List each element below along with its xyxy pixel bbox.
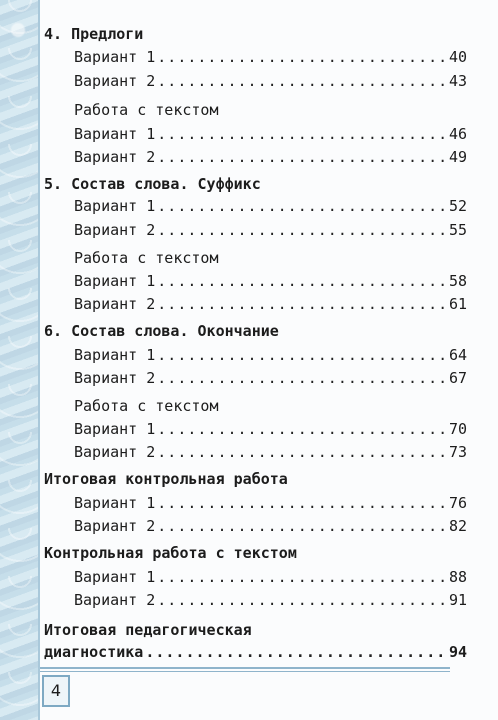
entry-label: Вариант 1 — [74, 272, 156, 290]
entry-label: Вариант 1 — [74, 48, 156, 66]
entry-label: Вариант 2 — [74, 517, 156, 535]
toc-entry[interactable] — [74, 295, 467, 313]
dot-leader — [157, 568, 447, 586]
entry-page: 91 — [448, 591, 467, 609]
dot-leader — [157, 517, 447, 535]
toc-entry[interactable] — [74, 148, 467, 166]
entry-label: Вариант 1 — [74, 420, 156, 438]
toc-entry-final[interactable] — [44, 643, 467, 661]
dot-leader — [157, 72, 447, 90]
toc-entry[interactable] — [74, 494, 467, 512]
dot-leader — [157, 494, 447, 512]
entry-page: 76 — [448, 494, 467, 512]
toc-entry[interactable] — [74, 197, 467, 215]
toc-entry[interactable] — [74, 591, 467, 609]
entry-label: Вариант 1 — [74, 197, 156, 215]
dot-leader — [157, 148, 447, 166]
toc-entry[interactable] — [74, 272, 467, 290]
dot-leader — [157, 346, 447, 364]
dot-leader — [157, 591, 447, 609]
divider — [40, 671, 450, 672]
entry-page: 40 — [448, 48, 467, 66]
page-number: 4 — [42, 675, 70, 707]
entry-label: Вариант 1 — [74, 346, 156, 364]
entry-page: 43 — [448, 72, 467, 90]
section-title: Итоговая контрольная работа — [44, 470, 288, 488]
entry-page: 73 — [448, 443, 467, 461]
section-title: 4. Предлоги — [44, 25, 144, 43]
dot-leader — [157, 197, 447, 215]
subsection-title: Работа с текстом — [74, 101, 219, 119]
toc-entry[interactable] — [74, 420, 467, 438]
dot-leader — [157, 272, 447, 290]
dot-leader — [157, 125, 447, 143]
entry-label: Вариант 2 — [74, 148, 156, 166]
entry-page: 52 — [448, 197, 467, 215]
entry-label: Вариант 2 — [74, 295, 156, 313]
divider — [40, 667, 450, 669]
dot-leader — [157, 369, 447, 387]
decorative-border — [0, 0, 40, 720]
entry-page: 46 — [448, 125, 467, 143]
dot-leader — [157, 420, 447, 438]
entry-page: 61 — [448, 295, 467, 313]
dot-leader — [157, 221, 447, 239]
entry-page: 70 — [448, 420, 467, 438]
entry-label: Вариант 2 — [74, 591, 156, 609]
entry-page: 82 — [448, 517, 467, 535]
entry-label: диагностика — [44, 643, 144, 661]
entry-label: Вариант 2 — [74, 369, 156, 387]
toc-entry[interactable] — [74, 346, 467, 364]
toc-entry[interactable] — [74, 221, 467, 239]
subsection-title: Работа с текстом — [74, 249, 219, 267]
toc-entry[interactable] — [74, 568, 467, 586]
entry-label: Вариант 2 — [74, 221, 156, 239]
toc-entry[interactable] — [74, 48, 467, 66]
toc-entry[interactable] — [74, 125, 467, 143]
toc-entry[interactable] — [74, 369, 467, 387]
section-title: 5. Состав слова. Суффикс — [44, 175, 261, 193]
entry-label: Вариант 2 — [74, 72, 156, 90]
entry-label: Вариант 2 — [74, 443, 156, 461]
entry-page: 49 — [448, 148, 467, 166]
toc-entry[interactable] — [74, 517, 467, 535]
entry-label: Вариант 1 — [74, 494, 156, 512]
entry-page: 67 — [448, 369, 467, 387]
border-line — [38, 0, 40, 720]
subsection-title: Работа с текстом — [74, 397, 219, 415]
dot-leader — [157, 48, 447, 66]
toc-entry[interactable] — [74, 72, 467, 90]
dot-leader — [157, 295, 447, 313]
entry-page: 55 — [448, 221, 467, 239]
dot-leader — [145, 643, 447, 661]
toc-entry[interactable] — [74, 443, 467, 461]
entry-page: 64 — [448, 346, 467, 364]
final-title-line1: Итоговая педагогическая — [44, 621, 252, 639]
entry-label: Вариант 1 — [74, 568, 156, 586]
section-title: Контрольная работа с текстом — [44, 544, 297, 562]
entry-page: 88 — [448, 568, 467, 586]
entry-page: 58 — [448, 272, 467, 290]
entry-page: 94 — [448, 643, 467, 661]
entry-label: Вариант 1 — [74, 125, 156, 143]
section-title: 6. Состав слова. Окончание — [44, 322, 279, 340]
dot-leader — [157, 443, 447, 461]
